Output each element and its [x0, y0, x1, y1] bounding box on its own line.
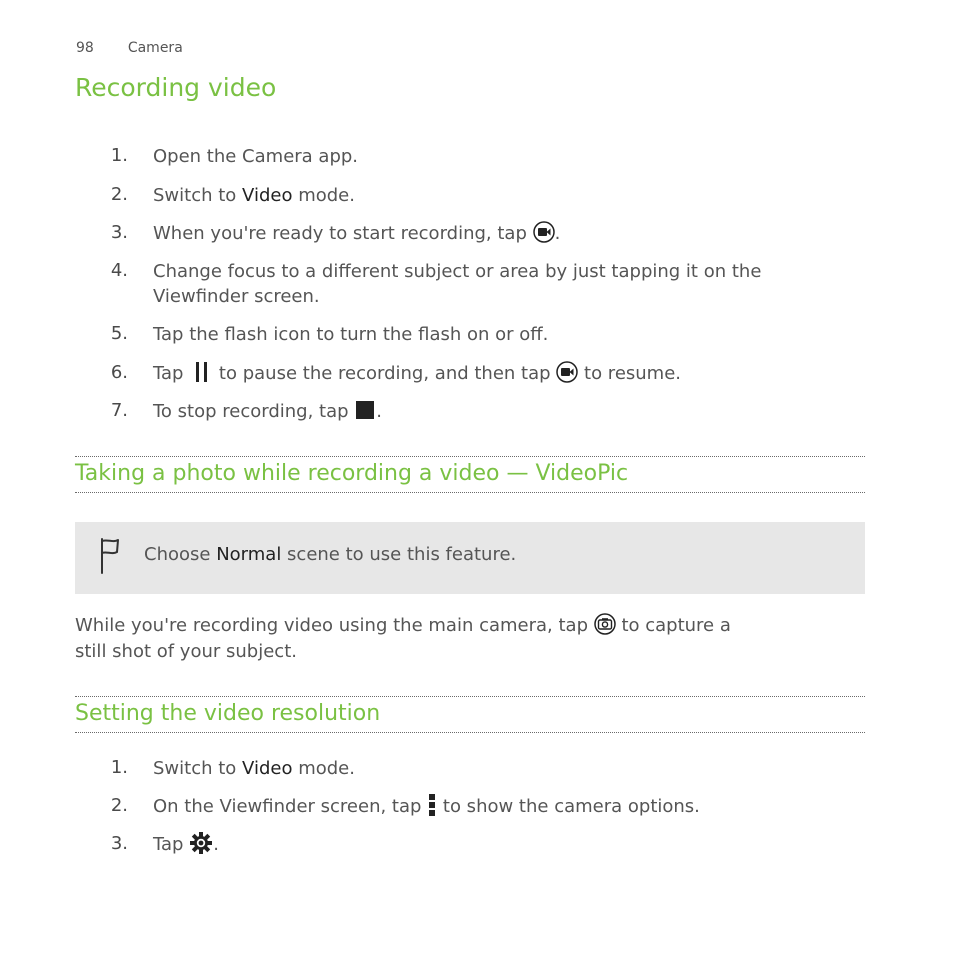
step-text: When you're ready to start recording, tap .: [153, 223, 561, 244]
camera-capture-icon: [594, 613, 616, 635]
step-number: 3.: [110, 222, 128, 243]
step-text: To stop recording, tap .: [153, 401, 383, 422]
mode-name: Video: [242, 185, 293, 206]
step-number: 7.: [110, 400, 128, 421]
step-text: Open the Camera app.: [153, 146, 359, 167]
scene-name: Normal: [216, 544, 282, 565]
step-number: 2.: [110, 184, 128, 205]
section-title-recording-video: Recording video: [75, 73, 277, 102]
pause-icon: [189, 360, 213, 384]
step-number: 1.: [110, 757, 128, 778]
step-text: On the Viewfinder screen, tap to show the camera options.: [153, 794, 700, 819]
video-record-icon: [556, 361, 578, 383]
divider: [75, 732, 865, 733]
mode-name: Video: [242, 758, 293, 779]
step-text: Tap .: [153, 832, 219, 857]
step-number: 5.: [110, 323, 128, 344]
divider: [75, 696, 865, 697]
step-number: 6.: [110, 362, 128, 383]
step-number: 4.: [110, 260, 128, 281]
step-number: 2.: [110, 795, 128, 816]
step-text: Tap to pause the recording, and then tap to resume.: [153, 361, 681, 386]
divider: [75, 456, 865, 457]
flag-icon: [97, 537, 121, 575]
step-text: Change focus to a different subject or area by just tapping it on the Viewfinder screen.: [153, 261, 762, 307]
page-header: [76, 40, 183, 56]
page-number: 98: [76, 40, 94, 56]
divider: [75, 492, 865, 493]
videopic-instructions: While you're recording video using the main camera, tap to capture a still shot of your subject.: [75, 615, 731, 662]
video-record-icon: [533, 221, 555, 243]
note-text: Choose Normal scene to use this feature.: [144, 544, 517, 565]
section-title-videopic: Taking a photo while recording a video — VideoPic: [75, 461, 629, 486]
stop-icon: [354, 399, 376, 421]
step-text: Tap the flash icon to turn the flash on or off.: [153, 324, 549, 345]
section-title-video-resolution: Setting the video resolution: [75, 701, 381, 726]
chapter-name: Camera: [127, 40, 183, 56]
step-text: Switch to Video mode.: [153, 185, 355, 206]
step-text: Switch to Video mode.: [153, 758, 355, 779]
step-number: 3.: [110, 833, 128, 854]
step-number: 1.: [110, 145, 128, 166]
menu-dots-icon: [427, 793, 437, 817]
settings-gear-icon: [189, 831, 213, 855]
